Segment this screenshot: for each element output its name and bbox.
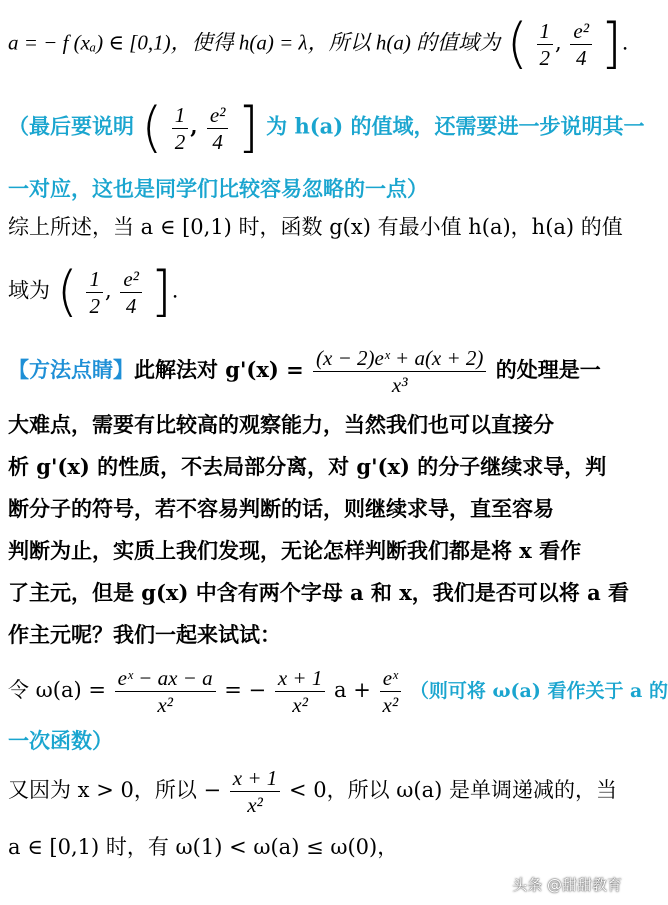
watermark: 头条 @甜甜教育 bbox=[512, 876, 622, 894]
fraction-gprime bbox=[313, 345, 486, 398]
frac-num: e² bbox=[570, 18, 592, 45]
line-2: （最后要说明 ( $\frac{1}{2}$ , $\frac{\text{e²}}{4}$ ] 为 h(a) 的值域，还需要进一步说明其一 bbox=[8, 96, 645, 159]
line-5: 域为 ( $\frac{1}{2}$ , $\frac{\text{e²}}{4}$ ]. bbox=[8, 260, 179, 323]
line-14 bbox=[8, 726, 632, 756]
close-bracket: ] bbox=[150, 260, 172, 323]
text-span: a ∈ [0,1) 时，有 ω(1) < ω(a) ≤ ω(0)， bbox=[8, 835, 399, 859]
fraction-w2 bbox=[275, 665, 326, 718]
text-span: 综上所述，当 a ∈ [0,1) 时，函数 g(x) 有最小值 h(a)，h(a) 的值 bbox=[8, 215, 623, 239]
fraction-w1 bbox=[115, 665, 216, 718]
line-3 bbox=[8, 174, 632, 204]
line-15 bbox=[8, 765, 632, 818]
frac-den: 4 bbox=[125, 293, 137, 318]
fraction-e2-4 bbox=[207, 102, 229, 155]
text-span: 判断为止，实质上我们发现，无论怎样判断我们都是将 x 看作 bbox=[8, 538, 582, 563]
frac-den: 4 bbox=[212, 129, 223, 154]
frac-den: 2 bbox=[174, 129, 186, 154]
frac-num: 1 bbox=[172, 102, 189, 129]
frac-den: 2 bbox=[539, 45, 551, 70]
text-span: （最后要说明 bbox=[8, 113, 134, 139]
line-12 bbox=[8, 620, 632, 650]
text-span: 析 g'(x) 的性质，不去局部分离，对 g'(x) 的分子继续求导，判 bbox=[8, 454, 607, 479]
frac-num: e² bbox=[207, 102, 229, 129]
text-span: a = − f (xₐ) ∈ [0,1)，使得 h(a) = λ，所以 h(a) 的值域为 bbox=[8, 30, 501, 55]
frac-den: x² bbox=[157, 693, 173, 717]
open-bracket: ( bbox=[56, 260, 78, 323]
open-bracket: ( bbox=[141, 96, 163, 159]
text-span: 了主元，但是 g(x) 中含有两个字母 a 和 x，我们是否可以将 a 看 bbox=[8, 580, 629, 605]
text-span: . bbox=[171, 278, 179, 303]
line-16 bbox=[8, 832, 632, 862]
frac-den: x² bbox=[247, 793, 263, 817]
text-span: < 0，所以 ω(a) 是单调递减的，当 bbox=[288, 778, 617, 802]
line-1: a = − f (xₐ) ∈ [0,1)，使得 h(a) = λ，所以 h(a) 的值域为 ( $\frac{1}{2}$ , $\frac{\text{e²}}{4}$ ]. bbox=[8, 12, 629, 75]
text-span: 作主元呢？我们一起来试试： bbox=[8, 622, 281, 647]
text-span: 的处理是一 bbox=[495, 357, 601, 382]
frac-den: 4 bbox=[575, 45, 587, 70]
frac-num: x + 1 bbox=[230, 765, 281, 792]
text-span: 一对应，这也是同学们比较容易忽略的一点） bbox=[8, 176, 428, 201]
text-span: 又因为 x > 0，所以 − bbox=[8, 778, 222, 802]
text-span: . bbox=[621, 30, 629, 55]
frac-den: x³ bbox=[391, 373, 408, 397]
fraction-e2-4 bbox=[120, 266, 142, 319]
frac-num: eˣ bbox=[380, 665, 402, 692]
line-7 bbox=[8, 410, 632, 440]
fraction-e2-4 bbox=[570, 18, 592, 71]
frac-num: 1 bbox=[86, 266, 103, 293]
text-span: 令 ω(a) = bbox=[8, 678, 106, 702]
frac-num: eˣ − ax − a bbox=[115, 665, 216, 692]
method-tag: 【方法点睛】 bbox=[8, 357, 134, 382]
text-span: a + bbox=[334, 678, 371, 702]
line-8 bbox=[8, 452, 632, 482]
line-4 bbox=[8, 212, 632, 242]
line-10 bbox=[8, 536, 632, 566]
text-span: 为 h(a) 的值域，还需要进一步说明其一 bbox=[266, 113, 645, 139]
fraction-w3 bbox=[380, 665, 402, 718]
open-bracket: ( bbox=[506, 12, 528, 75]
frac-num: 1 bbox=[537, 18, 554, 45]
frac-num: x + 1 bbox=[275, 665, 326, 692]
frac-den: x² bbox=[382, 693, 399, 717]
text-span: = − bbox=[224, 678, 267, 702]
text-span: （则可将 ω(a) 看作关于 a 的 bbox=[409, 680, 668, 702]
fraction-half bbox=[172, 102, 189, 155]
text-span: 域为 bbox=[8, 278, 50, 303]
text-span: 此解法对 g'(x) = bbox=[134, 357, 304, 382]
text-span: 断分子的符号，若不容易判断的话，则继续求导，直至容易 bbox=[8, 496, 554, 521]
frac-den: x² bbox=[292, 693, 308, 717]
fraction-neg bbox=[230, 765, 281, 818]
frac-den: 2 bbox=[89, 293, 100, 318]
fraction-half bbox=[86, 266, 103, 319]
line-11 bbox=[8, 578, 632, 608]
close-bracket: ] bbox=[237, 96, 259, 159]
frac-num: (x − 2)eˣ + a(x + 2) bbox=[313, 345, 486, 372]
text-span: 大难点，需要有比较高的观察能力，当然我们也可以直接分 bbox=[8, 412, 554, 437]
fraction-half bbox=[537, 18, 554, 71]
frac-num: e² bbox=[120, 266, 142, 293]
line-9 bbox=[8, 494, 632, 524]
line-13 bbox=[8, 665, 668, 718]
close-bracket: ] bbox=[600, 12, 622, 75]
text-span: 一次函数） bbox=[8, 728, 113, 753]
line-6 bbox=[8, 345, 632, 398]
